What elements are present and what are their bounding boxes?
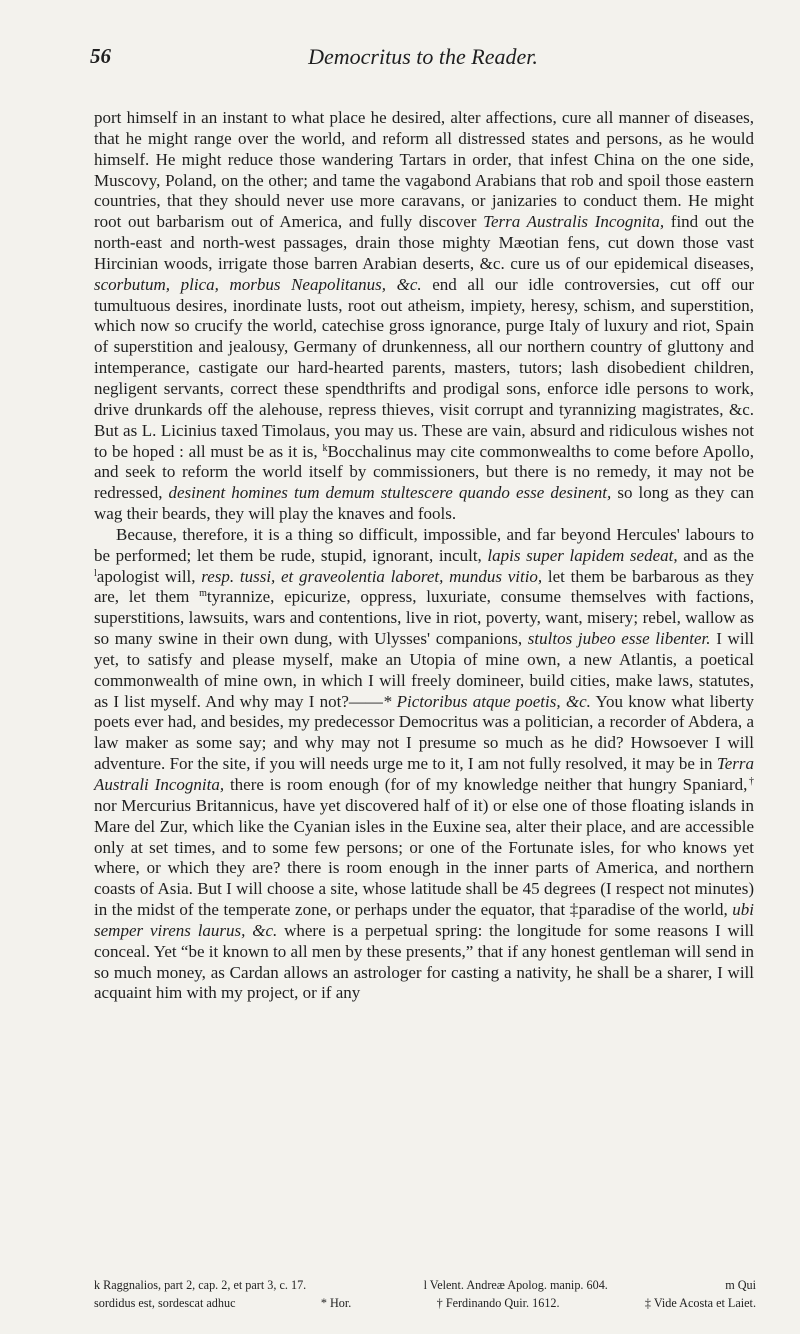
text-run: and as the: [677, 545, 754, 565]
italic-phrase: desinent homines tum demum stultescere quando esse desinent,: [168, 483, 612, 503]
italic-phrase: Terra Australis Incognita,: [483, 212, 665, 232]
italic-phrase: scorbutum, plica, morbus Neapolitanus, &c.: [94, 274, 422, 294]
footnote-double-dagger: ‡ Vide Acosta et Laiet.: [644, 1296, 756, 1310]
text-run: You know what liberty poets ever had, and besides, my predecessor Democritus was a politician, a recorder of Abdera, a law maker as some say; and why may not I presume so much as he did? Howsoever I will adventure. For the site, if you will needs urge me to it, I am not fully resolved, it may be in: [94, 691, 754, 774]
footnotes: [94, 1276, 756, 1312]
italic-phrase: ubi semper virens laurus, &c.: [94, 900, 754, 940]
text-run: Bocchalinus may cite commonwealths to come before Apollo, and seek to reform the world itself by commissioners, but there is no remedy, it may not be redressed,: [94, 441, 755, 503]
page-number: 56: [90, 44, 111, 68]
page-header: [90, 44, 756, 74]
footnote-line-2: [94, 1294, 756, 1312]
paragraph-1: [94, 108, 754, 525]
footnote-l: l Velent. Andreæ Apolog. manip. 604.: [423, 1278, 608, 1292]
text-run: end all our idle controversies, cut off our tumultuous desires, inordinate lusts, root out atheism, impiety, heresy, schism, and superstition, which now so crucify the world, catechise gross ignorance, purge Italy of luxury and riot, Spain of superstition and jealousy, Germany of drunkenness, all our northern country of gluttony and intemperance, castigate our hard-hearted parents, masters, tutors; lash disobedient children, negligent servants, correct these spendthrifts and prodigal sons, enforce idle persons to work, drive drunkards off the alehouse, repress thieves, visit corrupt and tyrannizing magistrates, &c. But as L. Licinius taxed Timolaus, you may us. These are vain, absurd and ridiculous wishes not to be hoped : all must be as it is,: [94, 274, 754, 461]
footnote-line-1: [94, 1276, 756, 1294]
text-run: find out the north-east and north-west passages, drain those mighty Mæotian fens, cut down those vast Hircinian woods, irrigate those barren Arabian deserts, &c. cure us of our epidemical diseases,: [94, 212, 754, 273]
footnote-m: m Qui: [725, 1278, 756, 1292]
text-run: tyrannize, epicurize, oppress, luxuriate, consume themselves with factions, superstitions, lawsuits, wars and contentions, live in riot, poverty, want, misery; rebel, wallow as so many swine in their own dung, with Ulysses' companions,: [94, 587, 754, 649]
italic-phrase: lapis super lapidem sedeat,: [487, 545, 678, 565]
text-run: so long as they can wag their beards, they will play the knaves and fools.: [94, 483, 754, 524]
body-text: [94, 108, 754, 1004]
running-title: Democritus to the Reader.: [308, 44, 538, 69]
footnote-dagger: † Ferdinando Quir. 1612.: [436, 1296, 560, 1310]
text-run: port himself in an instant to what place he desired, alter affections, cure all manner of diseases, that he might range over the world, and reform all distressed states and persons, as he would himself. He might reduce those wandering Tartars in order, that infest China on the one side, Muscovy, Poland, on the other; and tame the vagabond Arabians that rob and spoil those eastern countries, that they should never use more caravans, or janizaries to conduct them. He might root out barbarism out of America, and fully discover: [94, 108, 754, 232]
italic-phrase: stultos jubeo esse libenter.: [527, 629, 711, 649]
text-run: there is room enough (for of my knowledge neither that hungry Spaniard,: [224, 775, 748, 794]
italic-phrase: Pictoribus atque poetis, &c.: [391, 691, 591, 711]
footnote-marker-double-dagger: ‡: [569, 900, 579, 920]
footnote-star: * Hor.: [320, 1296, 352, 1310]
footnote-marker-star: *: [382, 691, 392, 711]
text-run: nor Mercurius Britannicus, have yet discovered half of it) or else one of those floating islands in Mare del Zur, which like the Cyanian isles in the Euxine sea, alter their place, and are accessible only at set times, and to some few persons; or one of the Fortunate isles, for who knows yet where, or which they are? there is room enough in the inner parts of America, and northern coasts of Asia. But I will choose a site, whose latitude shall be 45 degrees (I respect not minutes) in the midst of the temperate zone, or perhaps under the equator, that: [94, 795, 754, 920]
italic-phrase: Terra Australi Incognita,: [94, 754, 754, 794]
text-run: paradise of the world,: [578, 900, 733, 920]
footnote-marker-k: k: [322, 442, 328, 454]
text-run: where is a perpetual spring: the longitude for some reasons I will conceal. Yet “be it known to all men by these presents,” that if any honest gentleman will send in so much money, as Cardan allows an astrologer for casting a nativity, he shall be a sharer, I will acquaint him with my project, or if any: [94, 920, 754, 1003]
text-run: let them be barbarous as they are, let them: [94, 566, 754, 607]
text-run: I will yet, to satisfy and please myself, make an Utopia of mine own, a new Atlantis, a poetical commonwealth of mine own, in which I will freely domineer, build cities, make laws, statutes, as I list myself. And why may I not?——: [94, 629, 755, 711]
footnote-k: k Raggnalios, part 2, cap. 2, et part 3, c. 17.: [94, 1278, 307, 1292]
footnote-marker-m: m: [199, 588, 207, 600]
text-run: apologist will,: [96, 566, 202, 586]
italic-phrase: resp. tussi, et graveolentia laboret, mundus vitio,: [201, 566, 543, 586]
text-run: Because, therefore, it is a thing so difficult, impossible, and far beyond Hercules' labours to be performed; let them be rude, stupid, ignorant, incult,: [94, 524, 754, 565]
footnote-marker-dagger: †: [747, 776, 755, 787]
footnote-marker-l: l: [94, 567, 97, 579]
paragraph-2: [94, 525, 754, 1004]
footnote-m-continued: sordidus est, sordescat adhuc: [94, 1296, 236, 1310]
